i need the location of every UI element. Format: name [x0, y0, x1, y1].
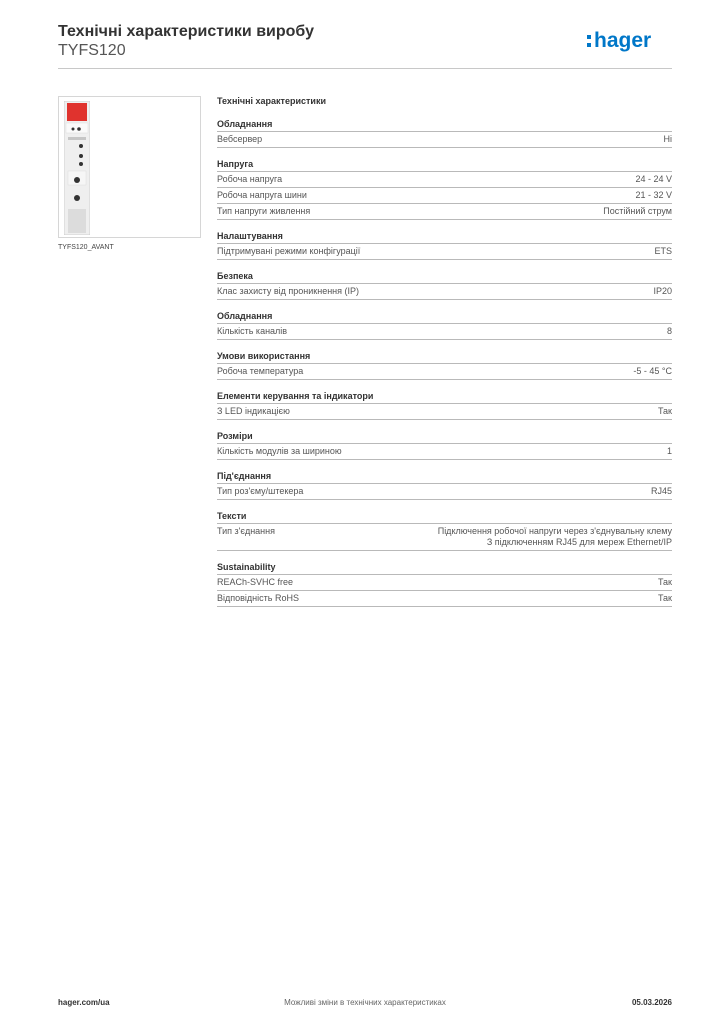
- hager-logo: [586, 26, 672, 54]
- spec-row: [217, 204, 672, 220]
- spec-value: Так: [657, 577, 672, 587]
- spec-section-title: Розміри: [217, 431, 672, 444]
- spec-row: [217, 172, 672, 188]
- spec-section: [217, 119, 672, 148]
- spec-label: Кількість модулів за шириною: [217, 446, 342, 456]
- spec-row: [217, 132, 672, 148]
- spec-section-title: Напруга: [217, 159, 672, 172]
- header-divider: [58, 68, 672, 69]
- spec-section: [217, 271, 672, 300]
- product-image-caption: TYFS120_AVANT: [58, 244, 114, 251]
- spec-value: Ні: [663, 134, 672, 144]
- svg-text:hager: hager: [594, 29, 652, 52]
- spec-label: Тип з'єднання: [217, 526, 275, 536]
- spec-label: Клас захисту від проникнення (IP): [217, 286, 360, 296]
- spec-section-title: Обладнання: [217, 311, 672, 324]
- spec-row: [217, 444, 672, 460]
- spec-value: Постійний струм: [603, 206, 672, 216]
- spec-row: [217, 284, 672, 300]
- spec-section: [217, 431, 672, 460]
- footer-note: Можливі зміни в технічних характеристиках: [284, 998, 446, 1007]
- spec-label: Підтримувані режими конфігурації: [217, 246, 361, 256]
- knx-device-image: [64, 101, 90, 235]
- footer-website[interactable]: hager.com/ua: [58, 998, 110, 1007]
- spec-section-title: Тексти: [217, 511, 672, 524]
- spec-label: Робоча температура: [217, 366, 304, 376]
- spec-section-title: Налаштування: [217, 231, 672, 244]
- spec-row: [217, 244, 672, 260]
- footer-date: 05.03.2026: [631, 998, 672, 1007]
- spec-value: 21 - 32 V: [635, 190, 672, 200]
- spec-label: Тип роз'єму/штекера: [217, 486, 304, 496]
- spec-section: [217, 391, 672, 420]
- spec-value: -5 - 45 °C: [633, 366, 672, 376]
- page-title: Технічні характеристики виробу: [58, 23, 314, 40]
- spec-value: Так: [657, 406, 672, 416]
- spec-row: [217, 364, 672, 380]
- spec-section: [217, 562, 672, 607]
- spec-value: Так: [657, 593, 672, 603]
- page-header: [58, 22, 314, 60]
- spec-row: [217, 524, 672, 551]
- spec-row: [217, 404, 672, 420]
- spec-value: 8: [666, 326, 672, 336]
- spec-row: [217, 188, 672, 204]
- spec-label: Відповідність RoHS: [217, 593, 299, 603]
- spec-section: [217, 511, 672, 551]
- spec-section-title: Умови використання: [217, 351, 672, 364]
- spec-value: IP20: [653, 286, 672, 296]
- spec-section-title: Sustainability: [217, 562, 672, 575]
- spec-section: [217, 471, 672, 500]
- specs-title: Технічні характеристики: [217, 96, 326, 106]
- spec-label: Кількість каналів: [217, 326, 288, 336]
- spec-section: [217, 311, 672, 340]
- spec-value: ETS: [654, 246, 672, 256]
- spec-section: [217, 231, 672, 260]
- spec-value: RJ45: [650, 486, 672, 496]
- spec-section-title: Безпека: [217, 271, 672, 284]
- spec-section-title: Обладнання: [217, 119, 672, 132]
- spec-row: [217, 324, 672, 340]
- spec-label: Тип напруги живлення: [217, 206, 311, 216]
- spec-value: 24 - 24 V: [635, 174, 672, 184]
- spec-section: [217, 159, 672, 220]
- spec-section-title: Під'єднання: [217, 471, 672, 484]
- product-code: TYFS120: [58, 42, 126, 59]
- spec-label: З LED індикацією: [217, 406, 290, 416]
- spec-label: Робоча напруга: [217, 174, 283, 184]
- spec-label: REACh-SVHC free: [217, 577, 294, 587]
- spec-row: [217, 484, 672, 500]
- spec-section-title: Елементи керування та індикатори: [217, 391, 672, 404]
- spec-label: Робоча напруга шини: [217, 190, 307, 200]
- spec-row: [217, 575, 672, 591]
- spec-section: [217, 351, 672, 380]
- spec-label: Вебсервер: [217, 134, 263, 144]
- spec-value: Підключення робочої напруги через з'єднувальну клему З підключенням RJ45 для мереж Ethernet/IP: [437, 526, 672, 547]
- spec-row: [217, 591, 672, 607]
- specifications: [217, 96, 672, 618]
- spec-sections: [217, 119, 672, 607]
- spec-value: 1: [666, 446, 672, 456]
- product-image: [58, 96, 201, 238]
